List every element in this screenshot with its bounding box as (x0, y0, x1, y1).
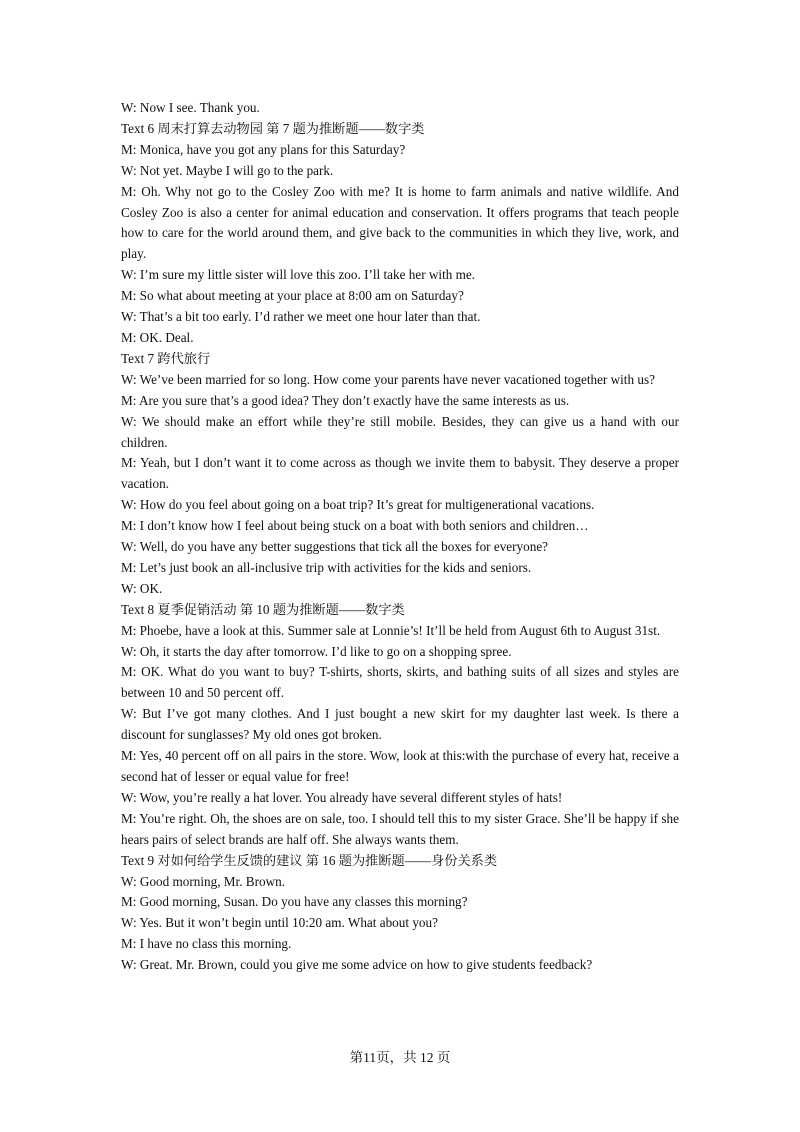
dialogue-line: W: Good morning, Mr. Brown. (121, 873, 285, 889)
dialogue-line: W: That’s a bit too early. I’d rather we meet one hour later than that. (121, 309, 481, 325)
transcript-body (121, 98, 679, 976)
dialogue-line: M: OK. Deal. (121, 329, 194, 345)
dialogue-line: W: We’ve been married for so long. How come your parents have never vacationed together with us? (121, 371, 655, 387)
dialogue-line: M: OK. What do you want to buy? T-shirts, shorts, skirts, and bathing suits of all sizes and styles are between 10 and 50 percent off. (121, 664, 679, 701)
dialogue-line: W: Yes. But it won’t begin until 10:20 am. What about you? (121, 915, 438, 931)
page-footer: 第11页，共 12 页 (349, 1050, 451, 1065)
section-heading: Text 6 周末打算去动物园 第 7 题为推断题——数字类 (121, 120, 425, 136)
dialogue-line: W: How do you feel about going on a boat trip? It’s great for multigenerational vacations. (121, 497, 595, 513)
dialogue-line: W: Oh, it starts the day after tomorrow. I’d like to go on a shopping spree. (121, 643, 512, 659)
section-heading: Text 9 对如何给学生反馈的建议 第 16 题为推断题——身份关系类 (121, 852, 498, 868)
dialogue-line: M: I don’t know how I feel about being stuck on a boat with both seniors and children… (121, 518, 589, 534)
dialogue-line: W: Well, do you have any better suggestions that tick all the boxes for everyone? (121, 539, 549, 555)
dialogue-line: W: OK. (121, 580, 163, 596)
section-heading: Text 7 跨代旅行 (121, 350, 211, 366)
section-heading: Text 8 夏季促销活动 第 10 题为推断题——数字类 (121, 601, 405, 617)
dialogue-line: M: Are you sure that’s a good idea? They don’t exactly have the same interests as us. (121, 392, 570, 408)
dialogue-line: M: Monica, have you got any plans for this Saturday? (121, 141, 406, 157)
dialogue-line: W: Not yet. Maybe I will go to the park. (121, 162, 334, 178)
dialogue-line: M: You’re right. Oh, the shoes are on sale, too. I should tell this to my sister Grace. She’ll be happy if she hears pairs of select brands are half off. She always wants them. (121, 810, 679, 847)
dialogue-line: M: Phoebe, have a look at this. Summer sale at Lonnie’s! It’ll be held from August 6th to August 31st. (121, 622, 661, 638)
dialogue-line: W: Great. Mr. Brown, could you give me some advice on how to give students feedback? (121, 957, 593, 973)
dialogue-line: M: Let’s just book an all-inclusive trip with activities for the kids and seniors. (121, 559, 532, 575)
dialogue-line: W: Wow, you’re really a hat lover. You already have several different styles of hats! (121, 789, 563, 805)
dialogue-line: M: I have no class this morning. (121, 936, 292, 952)
dialogue-line: W: Now I see. Thank you. (121, 100, 260, 115)
dialogue-line: M: So what about meeting at your place at 8:00 am on Saturday? (121, 288, 464, 304)
dialogue-line: W: We should make an effort while they’re still mobile. Besides, they can give us a hand with our children. (121, 413, 679, 450)
dialogue-line: M: Yeah, but I don’t want it to come across as though we invite them to babysit. They deserve a proper vacation. (121, 455, 679, 492)
dialogue-line: M: Good morning, Susan. Do you have any classes this morning? (121, 894, 468, 910)
dialogue-line: M: Oh. Why not go to the Cosley Zoo with me? It is home to farm animals and native wildlife. And Cosley Zoo is also a center for animal education and conservation. It offers programs that teach people how to care for the world around them, and give back to the communities in which they live, work, and play. (121, 183, 679, 262)
dialogue-line: M: Yes, 40 percent off on all pairs in the store. Wow, look at this:with the purchase of every hat, receive a second hat of lesser or equal value for free! (121, 748, 679, 784)
dialogue-line: W: I’m sure my little sister will love this zoo. I’ll take her with me. (121, 267, 476, 283)
dialogue-line: W: But I’ve got many clothes. And I just bought a new skirt for my daughter last week. Is there a discount for sunglasses? My old ones got broken. (121, 706, 679, 743)
